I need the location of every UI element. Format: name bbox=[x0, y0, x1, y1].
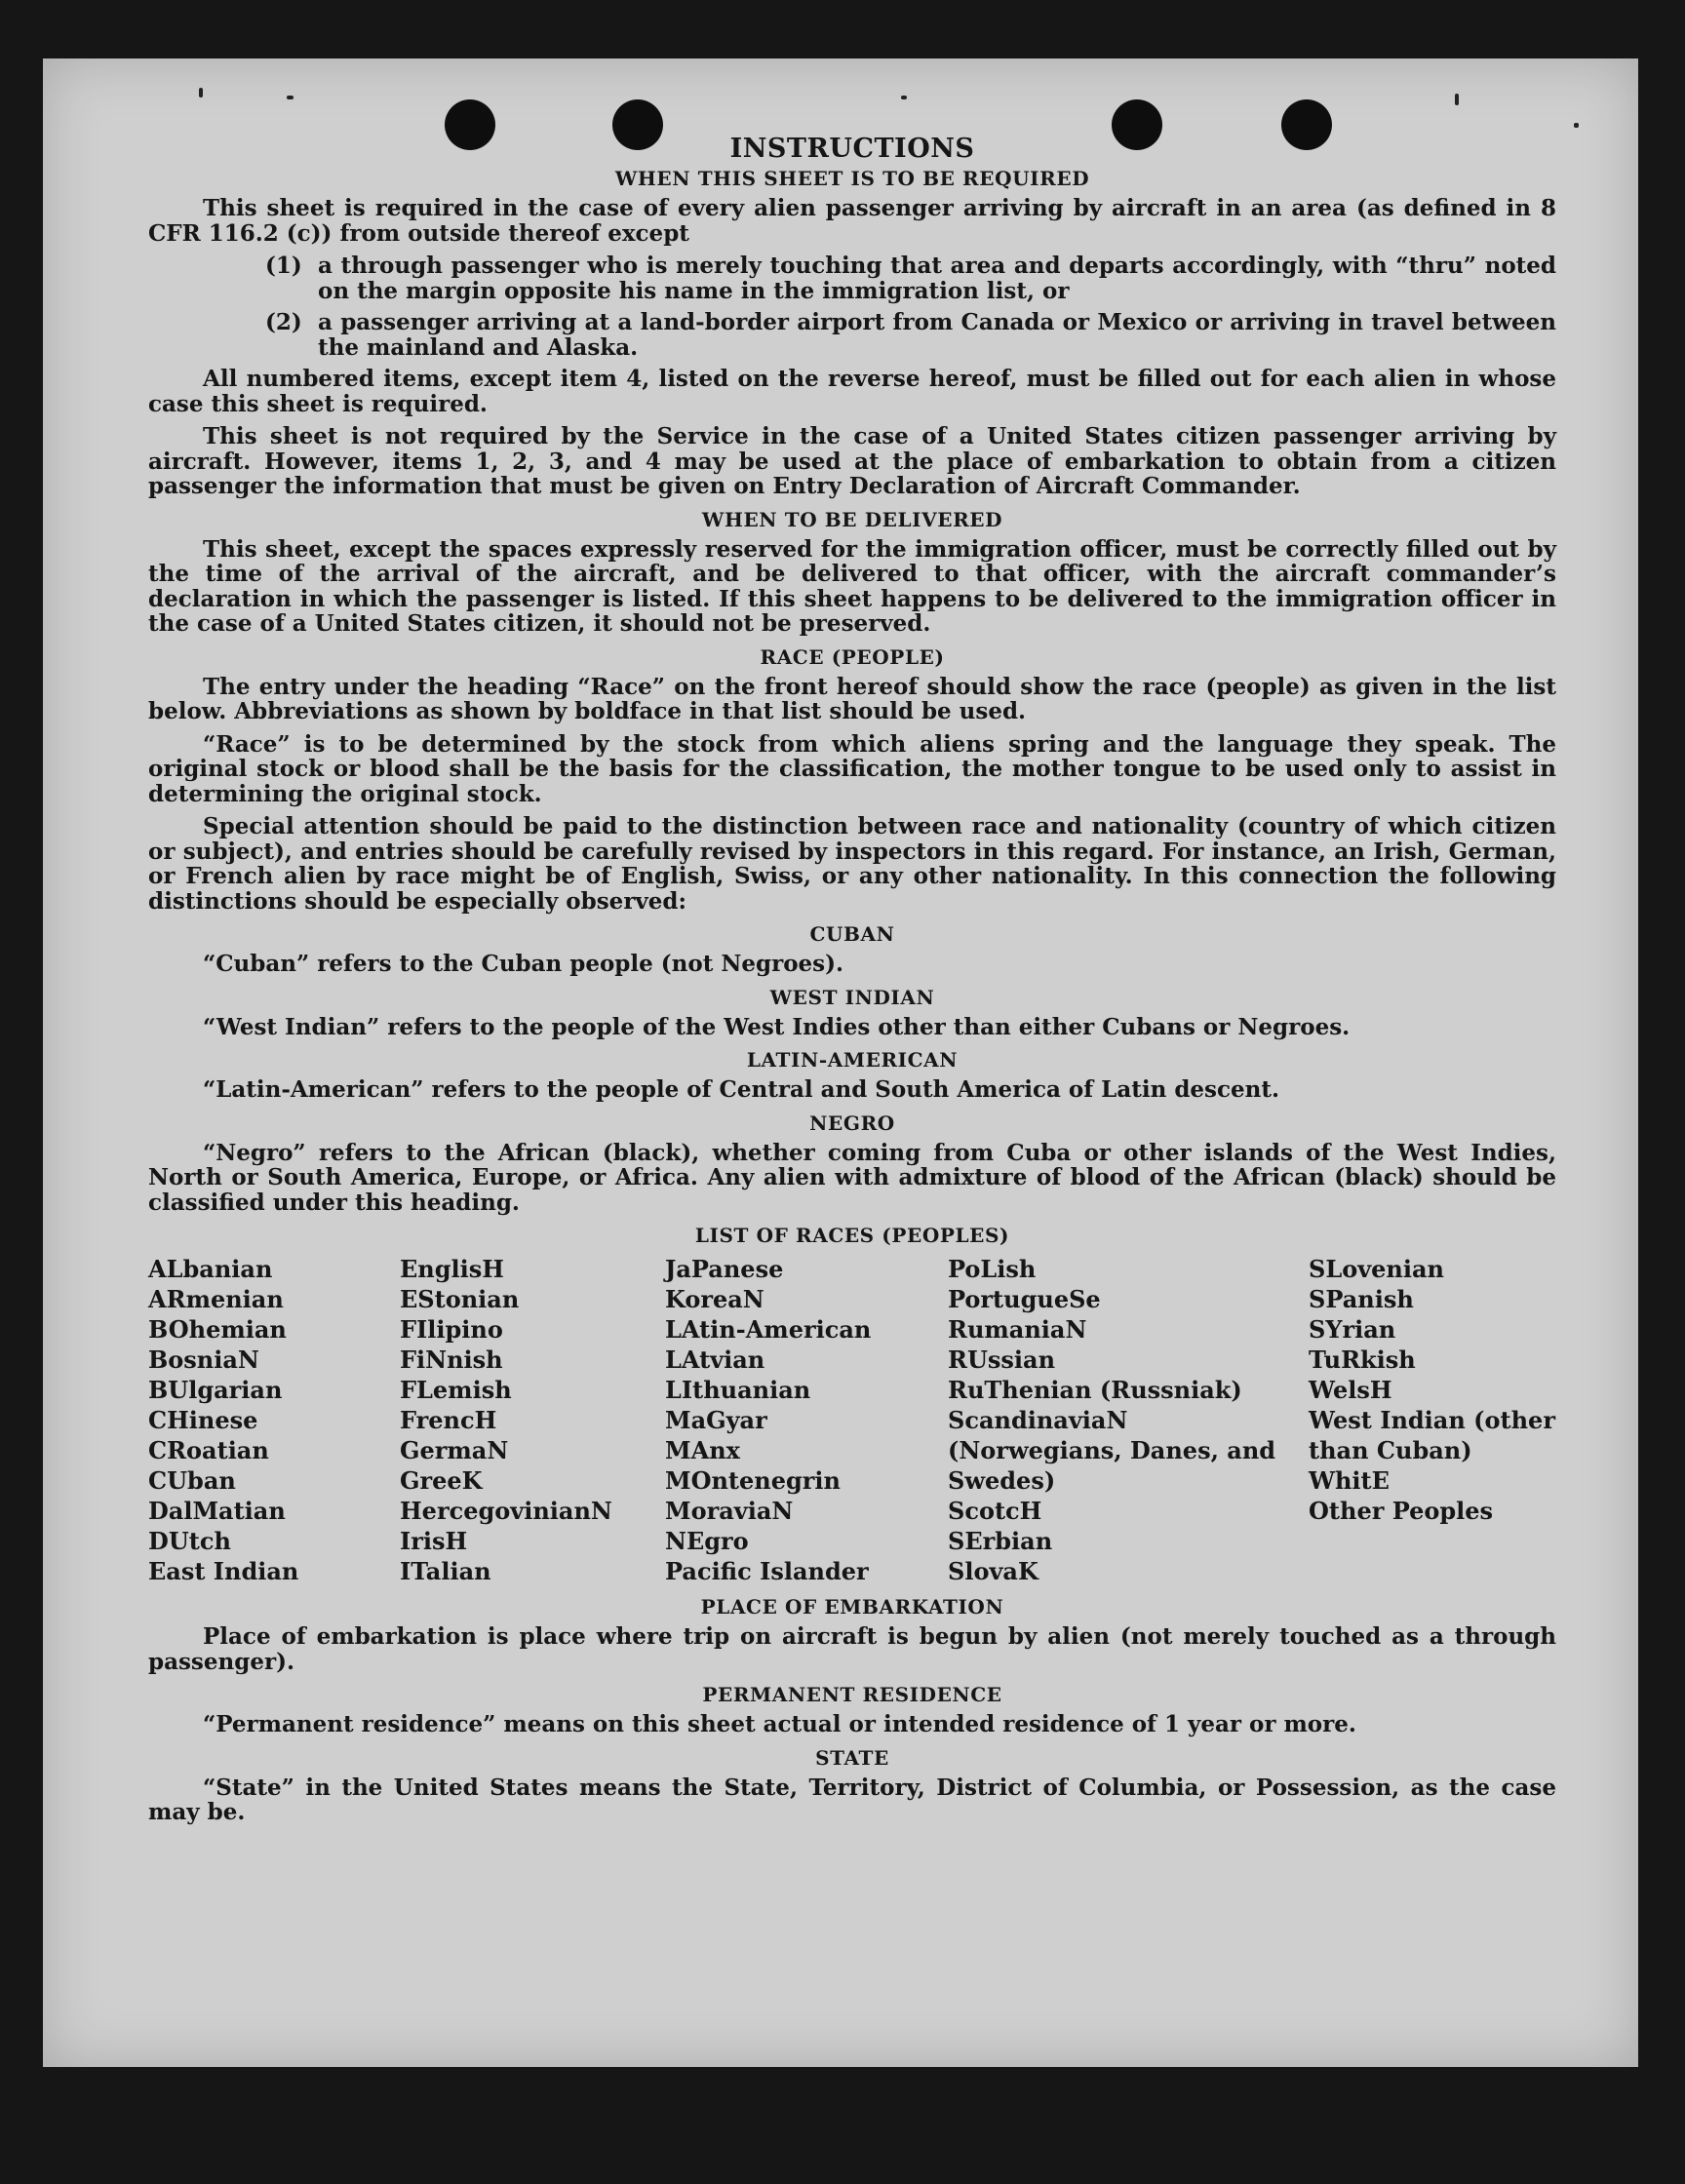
paragraph-required-intro: This sheet is required in the case of every alien passenger arriving by aircraft in an area (as defined in 8 CFR 116.2 (c)) from outside thereof except bbox=[148, 195, 1556, 247]
race-entry: RUssian bbox=[948, 1346, 1056, 1374]
item-text: a through passenger who is merely touching that area and departs accordingly, with “thru” noted on the margin opposite his name in the immigration list, or bbox=[318, 253, 1556, 304]
race-entry: DalMatian bbox=[148, 1497, 286, 1525]
races-column bbox=[400, 1254, 665, 1586]
race-entry: Pacific Islander bbox=[665, 1557, 869, 1585]
race-entry: RuThenian (Russniak) bbox=[948, 1376, 1242, 1404]
paragraph-citizen-passenger: This sheet is not required by the Service in the case of a United States citizen passenger arriving by aircraft. However, items 1, 2, 3, and 4 may be used at the place of embarkation to obtain from a citizen passenger the information that must be given on Entry Declaration of Aircraft Commander. bbox=[148, 423, 1556, 499]
paragraph-state: “State” in the United States means the State, Territory, District of Columbia, or Possession, as the case may be. bbox=[148, 1774, 1556, 1825]
race-entry: BosniaN bbox=[148, 1346, 259, 1374]
ink-speck bbox=[199, 88, 203, 98]
ink-speck bbox=[901, 96, 907, 99]
heading-race: RACE (PEOPLE) bbox=[760, 644, 945, 669]
heading-west-indian: WEST INDIAN bbox=[769, 985, 935, 1009]
paragraph-race-nationality: Special attention should be paid to the distinction between race and nationality (country of which citizen or subject), and entries should be carefully revised by inspectors in this regard. For instance, an Irish, German, or French alien by race might be of English, Swiss, or any other nationality. In this connection the following distinctions should be especially observed: bbox=[148, 813, 1556, 915]
item-number: (1) bbox=[265, 253, 302, 279]
race-entry: East Indian bbox=[148, 1557, 299, 1585]
races-column bbox=[148, 1254, 400, 1586]
race-entry: CUban bbox=[148, 1466, 236, 1495]
instructions-content bbox=[148, 133, 1556, 1833]
race-entry: KoreaN bbox=[665, 1285, 764, 1313]
race-entry: ITalian bbox=[400, 1557, 491, 1585]
race-entry: ScandinaviaN (Norwegians, Danes, and Swedes) bbox=[948, 1406, 1276, 1495]
race-entry: MAnx bbox=[665, 1436, 740, 1464]
race-entry: ARmenian bbox=[148, 1285, 284, 1313]
heading-list-of-races: LIST OF RACES (PEOPLES) bbox=[694, 1224, 1010, 1247]
race-entry: ALbanian bbox=[148, 1255, 273, 1283]
exception-item bbox=[148, 254, 1556, 303]
race-entry: GreeK bbox=[400, 1466, 483, 1495]
race-entry: MoraviaN bbox=[665, 1497, 794, 1525]
race-entry: WelsH bbox=[1309, 1376, 1392, 1404]
race-entry: FIlipino bbox=[400, 1315, 503, 1344]
race-entry: Other Peoples bbox=[1309, 1497, 1494, 1525]
paragraph-numbered-items: All numbered items, except item 4, listed on the reverse hereof, must be filled out for each alien in whose case this sheet is required. bbox=[148, 366, 1556, 417]
race-entry: PoLish bbox=[948, 1255, 1037, 1283]
item-text: a passenger arriving at a land-border airport from Canada or Mexico or arriving in travel between the mainland and Alaska. bbox=[318, 309, 1556, 361]
paragraph-delivery: This sheet, except the spaces expressly reserved for the immigration officer, must be correctly filled out by the time of the arrival of the aircraft, and be delivered to that officer, with the aircraft commander’s declaration in which the passenger is listed. If this sheet happens to be delivered to the immigration officer in the case of a United States citizen, it should not be preserved. bbox=[148, 535, 1556, 637]
race-entry: JaPanese bbox=[665, 1255, 784, 1283]
ink-speck bbox=[1574, 123, 1579, 128]
race-entry: SErbian bbox=[948, 1527, 1053, 1555]
heading-when-required: WHEN THIS SHEET IS TO BE REQUIRED bbox=[614, 167, 1090, 190]
race-entry: FrencH bbox=[400, 1406, 497, 1434]
race-entry: LAtvian bbox=[665, 1346, 765, 1374]
races-list bbox=[148, 1254, 1556, 1586]
heading-permanent-residence: PERMANENT RESIDENCE bbox=[702, 1683, 1002, 1706]
race-entry: EStonian bbox=[400, 1285, 520, 1313]
races-column bbox=[665, 1254, 948, 1586]
race-entry: CHinese bbox=[148, 1406, 258, 1434]
item-number: (2) bbox=[265, 309, 302, 335]
ink-speck bbox=[287, 96, 294, 99]
race-entry: GermaN bbox=[400, 1436, 509, 1464]
heading-state: STATE bbox=[815, 1745, 889, 1770]
heading-latin-american: LATIN-AMERICAN bbox=[746, 1048, 959, 1072]
heading-embarkation: PLACE OF EMBARKATION bbox=[700, 1595, 1004, 1618]
race-entry: RumaniaN bbox=[948, 1315, 1087, 1344]
ink-speck bbox=[1455, 94, 1459, 105]
paragraph-embarkation: Place of embarkation is place where trip on aircraft is begun by alien (not merely touched as a through passenger). bbox=[148, 1623, 1556, 1675]
race-entry: PortugueSe bbox=[948, 1285, 1101, 1313]
paragraph-race-entry: The entry under the heading “Race” on the front hereof should show the race (people) as given in the list below. Abbreviations as shown by boldface in that list should be used. bbox=[148, 673, 1556, 724]
race-entry: WhitE bbox=[1309, 1466, 1390, 1495]
heading-when-delivered: WHEN TO BE DELIVERED bbox=[701, 507, 1003, 531]
race-entry: ScotcH bbox=[948, 1497, 1042, 1525]
race-entry: BUlgarian bbox=[148, 1376, 283, 1404]
paragraph-negro: “Negro” refers to the African (black), whether coming from Cuba or other islands of the West Indies, North or South America, Europe, or Africa. Any alien with admixture of blood of the African (black) should be classified under this heading. bbox=[148, 1139, 1556, 1216]
races-column bbox=[1309, 1254, 1556, 1586]
race-entry: EnglisH bbox=[400, 1255, 504, 1283]
paragraph-west-indian: “West Indian” refers to the people of the West Indies other than either Cubans or Negroes. bbox=[203, 1013, 1351, 1040]
race-entry: MOntenegrin bbox=[665, 1466, 841, 1495]
race-entry: SLovenian bbox=[1309, 1255, 1444, 1283]
race-entry: FiNnish bbox=[400, 1346, 503, 1374]
race-entry: LAtin-American bbox=[665, 1315, 872, 1344]
paragraph-latin-american: “Latin-American” refers to the people of Central and South America of Latin descent. bbox=[203, 1076, 1279, 1103]
paragraph-race-stock: “Race” is to be determined by the stock from which aliens spring and the language they speak. The original stock or blood shall be the basis for the classification, the mother tongue to be used only to assist in determining the original stock. bbox=[148, 730, 1556, 807]
document-sheet bbox=[43, 58, 1638, 2067]
race-entry: SPanish bbox=[1309, 1285, 1414, 1313]
race-entry: DUtch bbox=[148, 1527, 231, 1555]
race-entry: West Indian (other than Cuban) bbox=[1309, 1406, 1555, 1464]
race-entry: IrisH bbox=[400, 1527, 468, 1555]
paragraph-cuban: “Cuban” refers to the Cuban people (not Negroes). bbox=[203, 951, 844, 977]
race-entry: SYrian bbox=[1309, 1315, 1396, 1344]
races-column bbox=[948, 1254, 1309, 1586]
race-entry: CRoatian bbox=[148, 1436, 269, 1464]
race-entry: NEgro bbox=[665, 1527, 749, 1555]
heading-cuban: CUBAN bbox=[809, 922, 895, 946]
race-entry: SlovaK bbox=[948, 1557, 1038, 1585]
race-entry: HercegovinianN bbox=[400, 1497, 612, 1525]
heading-negro: NEGRO bbox=[809, 1111, 895, 1135]
paragraph-permanent-residence: “Permanent residence” means on this sheet actual or intended residence of 1 year or more. bbox=[203, 1711, 1356, 1737]
race-entry: LIthuanian bbox=[665, 1376, 811, 1404]
page-title: INSTRUCTIONS bbox=[729, 134, 975, 164]
exception-item bbox=[148, 310, 1556, 360]
race-entry: TuRkish bbox=[1309, 1346, 1416, 1374]
race-entry: FLemish bbox=[400, 1376, 512, 1404]
race-entry: MaGyar bbox=[665, 1406, 767, 1434]
race-entry: BOhemian bbox=[148, 1315, 287, 1344]
